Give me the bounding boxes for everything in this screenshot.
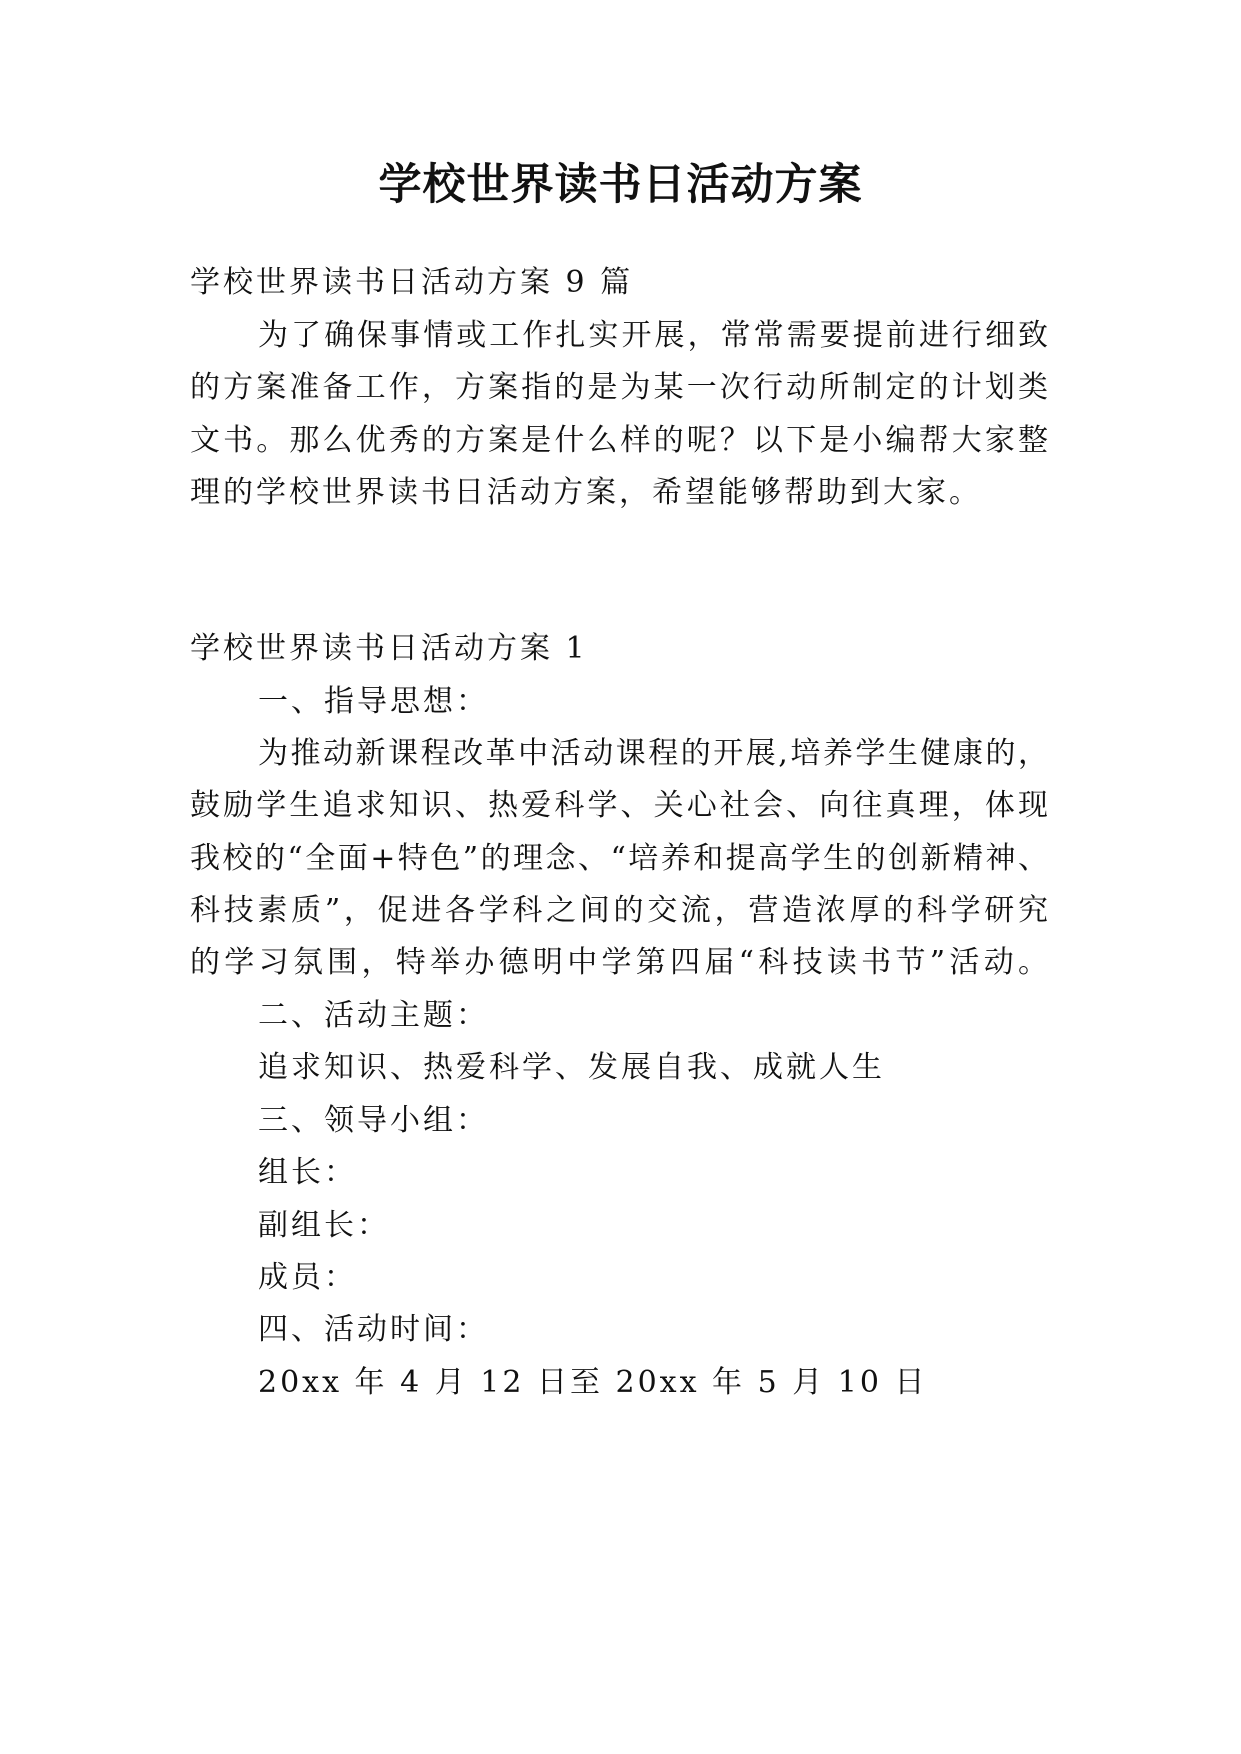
intro-line-3: 文书。那么优秀的方案是什么样的呢？以下是小编帮大家整: [190, 423, 1050, 458]
heading-activity-theme: 二、活动主题：: [258, 998, 489, 1033]
document-subtitle: 学校世界读书日活动方案 9 篇: [190, 265, 634, 300]
heading-activity-time: 四、活动时间：: [258, 1312, 489, 1347]
members-label: 成员：: [258, 1260, 357, 1295]
activity-time: 20xx 年 4 月 12 日至 20xx 年 5 月 10 日: [258, 1365, 928, 1400]
para1-line-4: 科技素质”，促进各学科之间的交流，营造浓厚的科学研究: [190, 893, 1050, 928]
heading-leadership-group: 三、领导小组：: [258, 1103, 489, 1138]
para1-line-3: 我校的“全面+特色”的理念、“培养和提高学生的创新精神、: [190, 841, 1050, 876]
leader-label: 组长：: [258, 1155, 357, 1190]
para1-line-1: 为推动新课程改革中活动课程的开展,培养学生健康的，: [258, 736, 1050, 771]
heading-guiding-thought: 一、指导思想：: [258, 684, 489, 719]
vice-leader-label: 副组长：: [258, 1208, 390, 1243]
intro-line-1: 为了确保事情或工作扎实开展，常常需要提前进行细致: [258, 318, 1050, 353]
para1-line-5: 的学习氛围，特举办德明中学第四届“科技读书节”活动。: [190, 945, 1050, 980]
intro-line-2: 的方案准备工作，方案指的是为某一次行动所制定的计划类: [190, 370, 1050, 405]
para1-line-2: 鼓励学生追求知识、热爱科学、关心社会、向往真理，体现: [190, 788, 1050, 823]
section-title: 学校世界读书日活动方案 1: [190, 631, 588, 666]
activity-theme: 追求知识、热爱科学、发展自我、成就人生: [258, 1050, 885, 1085]
document-title: 学校世界读书日活动方案: [378, 160, 863, 210]
intro-line-4: 理的学校世界读书日活动方案，希望能够帮助到大家。: [190, 475, 982, 510]
